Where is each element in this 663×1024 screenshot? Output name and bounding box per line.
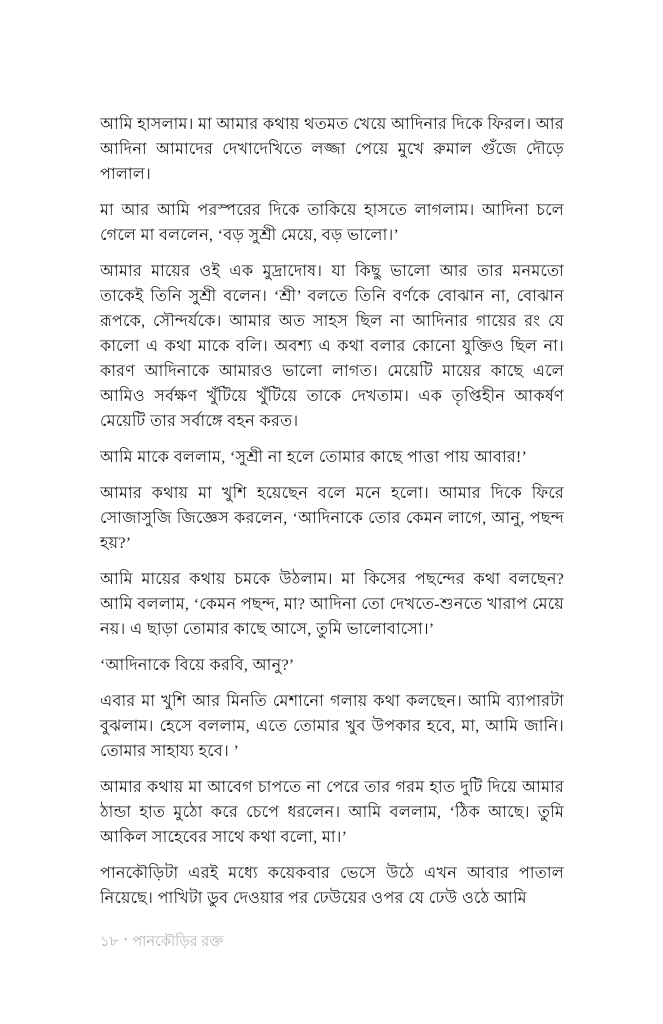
- paragraph: আমার মায়ের ওই এক মুদ্রাদোষ। যা কিছু ভালো আর তার মনমতো তাকেই তিনি সুশ্রী বলেন। ‘শ্রী’ বলতে তিনি বর্ণকে বোঝান না, বোঝান রূপকে, সৌন্দর্যকে। আমার অত সাহস ছিল না আদিনার গায়ের রং যে কালো এ কথা মাকে বলি। অবশ্য এ কথা বলার কোনো যুক্তিও ছিল না। কারণ আদিনাকে আমারও ভালো লাগত। মেয়েটি মায়ের কাছে এলে আমিও সর্বক্ষণ খুঁটিয়ে খুঁটিয়ে তাকে দেখতাম। এক তৃপ্তিহীন আকর্ষণ মেয়েটি তার সর্বাঙ্গে বহন করত।: [100, 262, 564, 430]
- footer-separator-dot-icon: •: [123, 935, 128, 946]
- paragraph: মা আর আমি পরস্পরের দিকে তাকিয়ে হাসতে লাগলাম। আদিনা চলে গেলে মা বললেন, ‘বড় সুশ্রী মেয়ে, বড় ভালো।’: [100, 201, 564, 244]
- paragraph: ‘আদিনাকে বিয়ে করবি, আনু?’: [100, 656, 295, 674]
- paragraph: আমি মায়ের কথায় চমকে উঠলাম। মা কিসের পছন্দের কথা বলছেন? আমি বললাম, ‘কেমন পছন্দ, মা? আদিনা তো দেখতে-শুনতে খারাপ মেয়ে নয়। এ ছাড়া তোমার কাছে আসে, তুমি ভালোবাসো।’: [100, 570, 564, 638]
- paragraph: আমার কথায় মা আবেগ চাপতে না পেরে তার গরম হাত দুটি দিয়ে আমার ঠান্ডা হাত মুঠো করে চেপে ধরলেন। আমি বললাম, ‘ঠিক আছে। তুমি আকিল সাহেবের সাথে কথা বলো, মা।’: [100, 778, 564, 846]
- paragraph: পানকৌড়িটা এরই মধ্যে কয়েকবার ভেসে উঠে এখন আবার পাতাল নিয়েছে। পাখিটা ডুব দেওয়ার পর ঢেউয়ের ওপর যে ঢেউ ওঠে আমি: [100, 864, 564, 907]
- paragraph: আমার কথায় মা খুশি হয়েছেন বলে মনে হলো। আমার দিকে ফিরে সোজাসুজি জিজ্ঞেস করলেন, ‘আদিনাকে তোর কেমন লাগে, আনু, পছন্দ হয়?’: [100, 484, 564, 552]
- page-footer: [100, 932, 564, 954]
- page-number: ১৮: [100, 934, 119, 950]
- paragraph: আমি হাসলাম। মা আমার কথায় থতমত খেয়ে আদিনার দিকে ফিরল। আর আদিনা আমাদের দেখাদেখিতে লজ্জা পেয়ে মুখে রুমাল গুঁজে দৌড়ে পালাল।: [100, 115, 564, 183]
- paragraph: আমি মাকে বললাম, ‘সুশ্রী না হলে তোমার কাছে পাত্তা পায় আবার!’: [100, 448, 528, 466]
- book-title: পানকৌড়ির রক্ত: [132, 934, 224, 950]
- paragraph: এবার মা খুশি আর মিনতি মেশানো গলায় কথা কলছেন। আমি ব্যাপারটা বুঝলাম। হেসে বললাম, এতে তোমার খুব উপকার হবে, মা, আমি জানি। তোমার সাহায্য হবে। ’: [100, 692, 564, 760]
- page-text-block: [100, 112, 564, 911]
